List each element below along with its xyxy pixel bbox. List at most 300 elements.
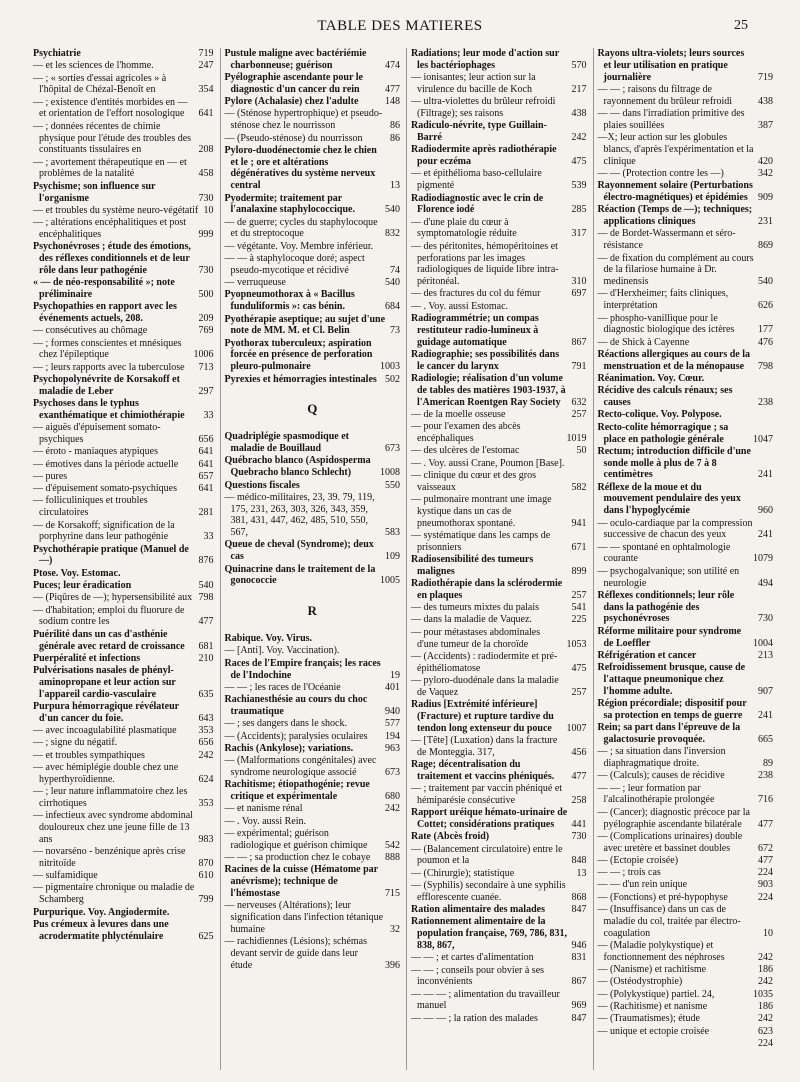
entry-text: — de Shick à Cayenne [597, 336, 690, 348]
entry-text: — et épithélioma baso-cellulaire pigmenté [411, 168, 542, 192]
entry-text: Rein; sa part dans l'épreuve de la galactosurie provoquée. [597, 722, 741, 745]
entry-page: 672 [758, 842, 773, 854]
index-entry [225, 217, 401, 241]
entry-page: 74 [390, 264, 400, 276]
entry-text: — ionisantes; leur action sur la virulence du bacille de Koch [411, 72, 536, 95]
entry-page: 946 [571, 939, 587, 951]
entry-text: — de fixation du complément au cours de la filariose humaine à Dr. medinensis [597, 252, 754, 288]
entry-text: — psychogalvanique; son utilité en neurologie [597, 565, 740, 589]
entry-text: Radiations; leur mode d'action sur les bactériophages [411, 48, 559, 71]
entry-page: 570 [571, 59, 587, 71]
entry-text: Pyrexies et hémorragies intestinales [224, 373, 377, 385]
index-entry [33, 737, 214, 749]
index-entry [411, 48, 587, 72]
entry-page: 867 [571, 336, 587, 348]
entry-text: Questions fiscales [224, 479, 300, 491]
entry-text: — de Bordet-Wassermann et séro-résistance [597, 228, 736, 252]
index-entry [33, 97, 214, 121]
entry-text: Réactions allergiques au cours de la menstruation et de la ménopause [597, 348, 750, 372]
entry-page: 940 [385, 705, 400, 717]
entry-page: 713 [198, 361, 214, 373]
index-entry [225, 133, 401, 145]
entry-text: — (Malformations congénitales) avec syndrome neurologique associé [224, 755, 377, 778]
entry-text: — oculo-cardiaque par la compression successive de chacun des yeux [597, 517, 753, 541]
entry-page: 177 [758, 324, 773, 336]
entry-page: 847 [571, 1012, 587, 1024]
entry-text: — consécutives au chômage [33, 325, 148, 337]
index-entry [411, 807, 587, 831]
index-entry [411, 989, 587, 1013]
index-entry [225, 828, 401, 852]
entry-text: Québracho blanco (Aspidosperma Quebracho blanco Schlecht) [224, 455, 371, 479]
entry-page: 625 [198, 930, 214, 942]
entry-text: — (Ostéodystrophie) [597, 976, 683, 988]
index-entry [33, 665, 214, 700]
index-entry [33, 241, 214, 276]
entry-text: — expérimental; guérison radiologique et guérison chimique [224, 827, 368, 851]
entry-text: Pyothérapie aseptique; au sujet d'une note de MM. M. et Cl. Belin [224, 313, 386, 337]
entry-text: — — ; les races de l'Océanie [224, 681, 341, 693]
index-entry [225, 743, 401, 755]
entry-text: — phospho-vanillique pour le diagnostic biologique des ictères [597, 312, 735, 336]
index-entry [225, 253, 401, 277]
index-entry [411, 831, 587, 843]
entry-text: Radiculo-névrite, type Guillain-Barré [411, 120, 547, 144]
entry-text: Psychonévroses ; étude des émotions, des réflexes conditionnels et de leur rôle dans leur pathogénie [33, 241, 191, 276]
index-entry [411, 458, 587, 470]
entry-text: Quinacrine dans le traitement de la gonococcie [224, 563, 376, 587]
index-entry [598, 180, 774, 204]
index-entry [411, 651, 587, 675]
index-entry [33, 374, 214, 398]
index-entry [33, 653, 214, 665]
entry-text: — (Piqûres de —); hypersensibilité aux [33, 592, 193, 604]
entry-page: 186 [758, 1000, 773, 1012]
index-entry [411, 675, 587, 699]
entry-text: — des fractures du col du fémur [411, 288, 541, 300]
entry-page: 941 [571, 517, 587, 529]
entry-text: — sulfamidique [33, 870, 98, 882]
entry-page: 475 [571, 662, 587, 674]
entry-text: Réanimation. Voy. Cœur. [597, 373, 705, 385]
entry-text: — infectieux avec syndrome abdominal douloureux chez une jeune fille de 13 ans [33, 810, 193, 845]
entry-page: 19 [390, 669, 400, 681]
index-entry [225, 314, 401, 338]
index-entry [33, 301, 214, 325]
entry-page: 1047 [753, 433, 773, 445]
entry-page: 458 [198, 168, 214, 180]
entry-page: 626 [758, 300, 773, 312]
index-entry [411, 168, 587, 192]
index-entry [33, 629, 214, 653]
index-entry [33, 568, 214, 580]
entry-text: — éroto - maniaques atypiques [33, 446, 158, 458]
index-entry [598, 253, 774, 288]
entry-text: — (Insuffisance) dans un cas de maladie du col, traitée par électro-coagulation [597, 904, 741, 939]
entry-page: 438 [571, 107, 587, 119]
index-entry [33, 60, 214, 72]
entry-text: Pyélographie ascendante pour le diagnostic d'un cancer du rein [224, 72, 363, 95]
entry-text: — d'une plaie du cœur à symptomatologie réduite [411, 216, 517, 240]
entry-text: — — d'un rein unique [597, 879, 688, 891]
index-entry [598, 879, 774, 891]
entry-page: 242 [571, 132, 587, 144]
index-entry [225, 72, 401, 96]
entry-text: Racines de la cuisse (Hématome par anévrisme); technique de l'hémostase [224, 864, 378, 899]
entry-text: Rachitisme; étiopathogénie; revue critique et expérimentale [224, 779, 370, 803]
entry-page: 13 [390, 180, 400, 192]
entry-page: 231 [758, 216, 773, 228]
index-entry [598, 722, 774, 746]
entry-page: 539 [571, 180, 587, 192]
entry-page: 983 [198, 833, 214, 845]
entry-text: — ; existence d'entités morbides en — et orientation de l'effort nosologique [33, 96, 188, 120]
entry-text: — (Ectopie croisée) [597, 854, 679, 866]
entry-text: — [Tête] (Luxation) dans la fracture de Monteggia. 317, [411, 734, 558, 758]
entry-page: 641 [198, 483, 214, 495]
index-entry [598, 542, 774, 566]
index-entry [225, 277, 401, 289]
entry-page: 477 [758, 854, 773, 866]
entry-page: 354 [198, 84, 214, 96]
entry-text: Radiogrammétrie; un compas restituteur radio-lumineux à guidage automatique [411, 313, 539, 348]
entry-page: 656 [198, 434, 214, 445]
entry-text: — (Accidents) : radiodermite et pré-épithéliomatose [411, 650, 558, 674]
section-letter: Q [307, 401, 318, 417]
entry-page: 475 [571, 156, 587, 168]
entry-page: 13 [576, 867, 587, 879]
index-entry [225, 852, 401, 864]
entry-page: 798 [758, 360, 773, 372]
index-entry [33, 446, 214, 458]
index-entry [33, 810, 214, 845]
index-entry [411, 868, 587, 880]
entry-page: 798 [198, 592, 214, 604]
entry-text: — et troubles sympathiques [33, 749, 145, 761]
entry-page: 225 [571, 614, 587, 626]
entry-page: 730 [198, 192, 214, 204]
entry-page: 867 [571, 976, 587, 988]
entry-text: Radiologie; réalisation d'un volume de tables des matières 1903-1937, à l'American Roentgen Ray Society [411, 373, 566, 408]
entry-page: 247 [198, 60, 214, 72]
index-entry [225, 492, 401, 539]
index-entry [598, 867, 774, 879]
entry-text: — pures [33, 470, 68, 482]
entry-page: 680 [385, 791, 400, 803]
entry-page: 969 [571, 1000, 587, 1012]
index-entry [598, 831, 774, 855]
entry-text: Région précordiale; dispositif pour sa protection en temps de guerre [597, 698, 747, 721]
index-entry [33, 544, 214, 568]
index-entry [225, 816, 401, 828]
page-number: 25 [734, 18, 748, 33]
entry-text: — — — ; la ration des malades [411, 1012, 538, 1024]
entry-text: — d'habitation; emploi du fluorure de sodium contre les [33, 604, 185, 628]
index-entry [598, 168, 774, 180]
entry-page: 441 [571, 819, 587, 830]
entry-text: Purpurique. Voy. Angiodermite. [33, 906, 170, 918]
index-entry [411, 554, 587, 578]
entry-page: 224 [758, 891, 773, 903]
entry-page: 697 [571, 288, 587, 300]
entry-page: 224 [758, 867, 773, 879]
index-entry [598, 108, 774, 132]
entry-page: 730 [758, 613, 773, 625]
entry-page: 241 [758, 529, 773, 541]
index-column-4 [593, 48, 774, 1070]
entry-page: 870 [198, 857, 214, 869]
entry-page: 86 [390, 120, 400, 132]
index-entry [33, 362, 214, 374]
entry-page: 10 [763, 927, 773, 939]
entry-page: 32 [390, 923, 400, 935]
entry-text: — ; leurs rapports avec la tuberculose [33, 361, 185, 373]
entry-text: — ; « sorties d'essai agricoles » à l'hôpital de Chézal-Benoît en [33, 72, 167, 96]
entry-page: 500 [198, 288, 214, 300]
index-entry [411, 578, 587, 602]
entry-text: Pulvérisations nasales de phényl-aminopropane et leur action sur l'appareil cardio-vasculaire [33, 665, 176, 700]
index-entry [598, 482, 774, 517]
entry-page: 50 [576, 445, 587, 457]
entry-page: 623 [758, 1025, 773, 1037]
entry-page: 241 [758, 709, 773, 721]
index-entry [598, 1001, 774, 1013]
entry-page: 281 [198, 507, 214, 519]
entry-text: — — (Protection contre les —) [597, 167, 724, 179]
entry-text: Purpura hémorragique révélateur d'un cancer du foie. [33, 701, 179, 724]
index-entry [598, 288, 774, 312]
entry-text: Pyloro-duodénectomie chez le chien et le ; ore et altérations dégénératives du système nerveux central [224, 144, 377, 192]
index-entry [33, 846, 214, 870]
entry-text: — . Voy. aussi Crane, Poumon [Base]. [411, 457, 565, 469]
entry-text: Queue de cheval (Syndrome); deux cas [224, 539, 374, 563]
entry-text: — nerveuses (Altérations); leur signification dans l'infection tétanique humaine [224, 900, 384, 935]
entry-page: 494 [758, 577, 773, 589]
entry-text: Ration alimentaire des malades [411, 904, 545, 916]
index-entry [598, 855, 774, 867]
entry-text: — des ulcères de l'estomac [411, 445, 520, 457]
entry-page: 665 [758, 733, 773, 745]
entry-page: 832 [385, 228, 400, 240]
entry-page: 1053 [566, 638, 587, 650]
index-column-2 [220, 48, 401, 1070]
entry-page: 10 [203, 204, 214, 216]
entry-page: 657 [198, 470, 214, 482]
entry-text: — (Chirurgie); statistique [411, 867, 515, 879]
index-entry [411, 844, 587, 868]
index-entry [411, 759, 587, 783]
index-entry [225, 645, 401, 657]
entry-page: 1019 [566, 433, 587, 444]
entry-text: — rachidiennes (Lésions); schémas devant servir de guide dans leur étude [224, 936, 367, 971]
entry-text: Rectum; introduction difficile d'une sonde molle à plus de 7 à 8 centimètres [597, 445, 751, 481]
index-entry [598, 373, 774, 385]
entry-text: Recto-colique. Voy. Polypose. [597, 409, 722, 421]
index-entry [598, 204, 774, 228]
entry-page: 673 [385, 766, 400, 778]
entry-page: 583 [385, 527, 400, 539]
entry-text: Refroidissement brusque, cause de l'attaque pneumonique chez l'homme adulte. [597, 662, 746, 697]
index-entry [598, 132, 774, 167]
entry-text: — — ; conseils pour obvier à ses inconvénients [411, 964, 545, 988]
entry-text: — de guerre; cycles du staphylocoque et du streptocoque [224, 216, 378, 240]
entry-text: Radiodermite après radiothérapie pour eczéma [411, 144, 557, 168]
entry-text: — (Balancement circulatoire) entre le poumon et la [411, 843, 563, 867]
index-entry [225, 108, 401, 132]
entry-text: — — ; raisons du filtrage de rayonnement du brûleur refroidi [597, 83, 733, 107]
entry-text: — clinique du cœur et des gros vaisseaux [411, 469, 536, 493]
index-entry [598, 662, 774, 697]
entry-page: 876 [198, 555, 214, 567]
entry-text: Psychothérapie pratique (Manuel de —) [33, 543, 189, 567]
entry-text: Rayonnement solaire (Perturbations électro-magnétiques) et épidémies [597, 180, 753, 204]
index-entry [598, 409, 774, 421]
entry-page: 257 [571, 408, 587, 420]
entry-page: 208 [198, 144, 214, 156]
entry-text: — et troubles du système neuro-végétatif [33, 204, 199, 216]
entry-text: — verruqueuse [224, 277, 286, 289]
index-entry [33, 181, 214, 205]
entry-text: — — ; sa production chez le cobaye [224, 852, 371, 864]
entry-text: Rachis (Ankylose); variations. [224, 742, 354, 754]
index-entry [411, 965, 587, 989]
entry-page: 194 [385, 730, 400, 742]
entry-text: —X; leur action sur les globules blancs, d'après l'expérimentation et la clinique [597, 132, 754, 167]
index-entry [598, 976, 774, 988]
index-entry [225, 864, 401, 899]
entry-text: — — spontané en ophtalmologie courante [597, 541, 731, 565]
entry-page: 209 [198, 313, 214, 325]
entry-page: 791 [571, 360, 587, 372]
entry-text: — végétante. Voy. Membre inférieur. [224, 240, 374, 252]
entry-page: 681 [198, 640, 214, 652]
entry-text: — des péritonites, hémopéritoines et perforations par les images radiologiques de liquide libre intra-péritonéal. [411, 240, 559, 288]
entry-text: — . Voy. aussi Estomac. [411, 300, 509, 312]
index-entry [598, 807, 774, 831]
entry-page: 719 [198, 48, 214, 59]
index-entry [225, 936, 401, 971]
entry-page: 1008 [380, 467, 400, 479]
index-entry [411, 288, 587, 300]
index-entry [225, 900, 401, 935]
index-entry [225, 564, 401, 588]
index-entry [411, 409, 587, 421]
entry-page: 285 [571, 204, 587, 216]
entry-text: — ; avortement thérapeutique en — et problèmes de la natalité [33, 156, 187, 180]
index-entry [598, 964, 774, 976]
index-entry [598, 1013, 774, 1025]
index-entry [411, 1013, 587, 1025]
entry-text: — — à staphylocoque doré; aspect pseudo-mycotique et récidivé [224, 253, 365, 276]
entry-text: — pigmentaire chronique ou maladie de Schamberg [33, 882, 195, 906]
entry-page: 242 [758, 1013, 773, 1025]
index-entry [33, 398, 214, 422]
index-entry [598, 989, 774, 1001]
entry-text: Psychoses dans le typhus exanthématique et chimiothérapie [33, 398, 185, 421]
entry-text: Psychiatrie [33, 48, 81, 59]
entry-page: 715 [385, 887, 400, 899]
index-entry [33, 907, 214, 919]
entry-text: — pour l'examen des abcès encéphaliques [411, 421, 521, 444]
index-entry [411, 421, 587, 445]
index-entry [598, 422, 774, 446]
index-column-1 [33, 48, 214, 1070]
entry-page: 257 [571, 589, 587, 601]
index-entry [225, 658, 401, 682]
entry-page: 1005 [380, 575, 400, 587]
entry-page: 632 [571, 396, 587, 408]
index-entry [411, 614, 587, 626]
entry-text: — ; traitement par vaccin phéniqué et hémiparésie consécutive [411, 783, 563, 806]
entry-text: — ; signe du négatif. [33, 737, 118, 749]
entry-text: — avec incoagulabilité plasmatique [33, 725, 177, 737]
entry-page: 242 [758, 976, 773, 988]
index-entry [598, 783, 774, 807]
entry-page: 353 [198, 797, 214, 809]
entry-text: — et nanisme rénal [224, 803, 303, 815]
index-entry [598, 518, 774, 542]
entry-text: Races de l'Empire français; les races de l'Indochine [224, 657, 381, 681]
entry-text: — et les sciences de l'homme. [33, 60, 154, 72]
index-entry [225, 779, 401, 803]
entry-page: 1006 [193, 349, 214, 361]
index-entry [225, 682, 401, 694]
entry-page: 903 [758, 879, 773, 891]
index-entry [411, 470, 587, 494]
index-entry [33, 217, 214, 241]
entry-text: — pyloro-duodénale dans la maladie de Vaquez [411, 674, 559, 698]
entry-text: Recto-colite hémorragique ; sa place en pathologie générale [597, 421, 729, 445]
index-entry [598, 698, 774, 722]
index-entry [225, 480, 401, 492]
index-entry [33, 762, 214, 786]
index-entry [598, 385, 774, 409]
entry-text: — — ; et cartes d'alimentation [411, 952, 534, 964]
entry-text: — (Accidents); paralysies oculaires [224, 730, 368, 742]
entry-page: 848 [571, 855, 587, 867]
entry-page: 769 [198, 325, 214, 337]
entry-page: 33 [203, 531, 214, 543]
index-entry [411, 241, 587, 288]
entry-page: 1079 [753, 553, 773, 565]
entry-page: 238 [758, 770, 773, 782]
index-entry [411, 313, 587, 348]
index-entry [598, 770, 774, 782]
entry-text: Pus crémeux à levures dans une acrodermatite phlycténulaire [33, 918, 169, 942]
index-entry [598, 1038, 774, 1050]
index-entry [411, 880, 587, 904]
entry-text: — pour métastases abdominales d'une tumeur de la choroïde [411, 626, 541, 650]
index-entry [598, 349, 774, 373]
entry-text: Rage; décentralisation du traitement et vaccins phéniqués. [411, 759, 555, 782]
entry-page: 799 [198, 894, 214, 906]
index-entry [225, 145, 401, 192]
entry-text: Pyothorax tuberculeux; aspiration forcée en présence de perforation pleuro-pulmonaire [224, 337, 373, 373]
index-entry [411, 373, 587, 408]
entry-text: — (Pseudo-sténose) du nourrisson [224, 132, 363, 144]
entry-text: — avec hémiplégie double chez une hyperthyroïdienne. [33, 762, 179, 785]
section-letter: R [307, 603, 317, 619]
entry-text: — ; leur nature inflammatoire chez les cirrhotiques [33, 786, 188, 809]
entry-text: — (Complications urinaires) double avec uretère et bassinet doubles [597, 830, 743, 854]
index-entry [411, 916, 587, 951]
index-entry [411, 349, 587, 373]
index-entry [33, 483, 214, 495]
entry-text: Rabique. Voy. Virus. [224, 633, 313, 645]
entry-text: Psychopolynévrite de Korsakoff et maladie de Leber [33, 374, 180, 397]
entry-page: 730 [198, 264, 214, 276]
index-entry [598, 650, 774, 662]
